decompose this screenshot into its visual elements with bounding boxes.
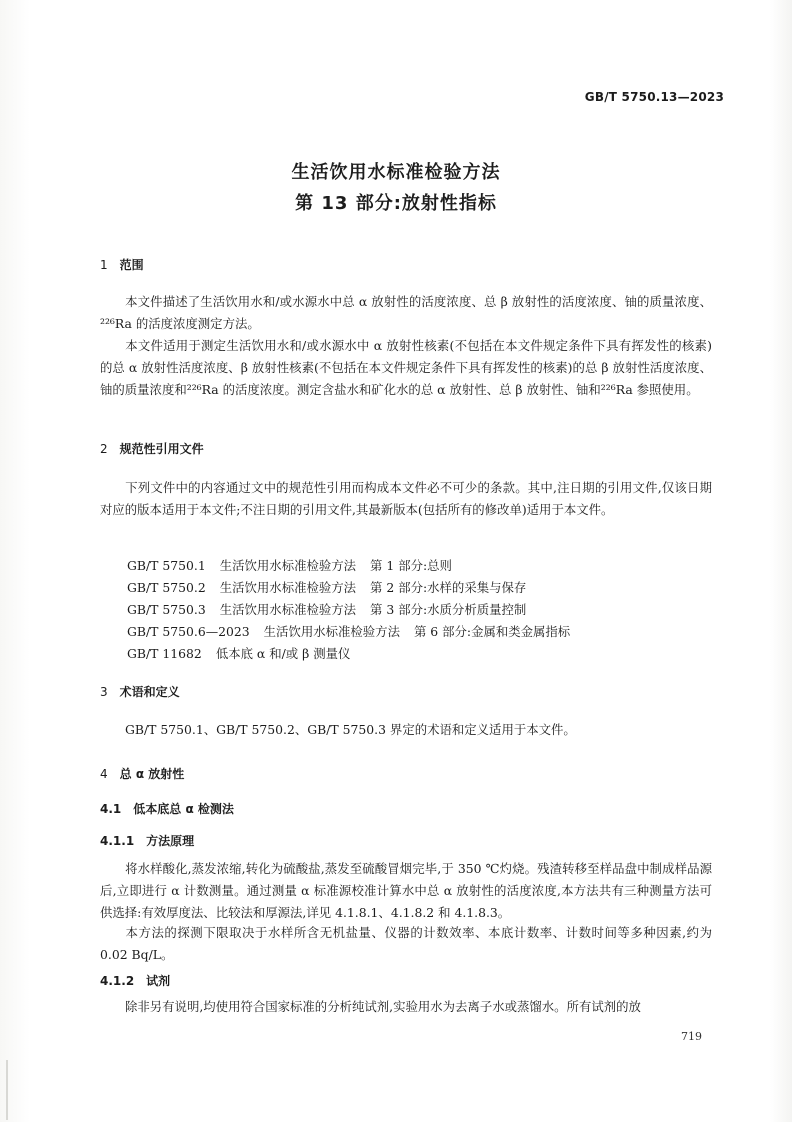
document-title: 生活饮用水标准检验方法: [291, 162, 501, 183]
reference-part: 第 6 部分:金属和类金属指标: [413, 624, 571, 639]
reference-code: GB/T 5750.3: [127, 602, 206, 617]
paragraph-text: 将水样酸化,蒸发浓缩,转化为硫酸盐,蒸发至硫酸冒烟完毕,于 350 ℃灼烧。残渣转移至样品盘中制成样品源后,立即进行 α 计数测量。通过测量 α 标准源校准计算水中总 α 放射性的活度浓度,本方法共有三种测量方法可供选择:有效厚度法、比较法和厚源法,详见 4.1.8.1、4.1.8.2 和 4.1.8.3。: [100, 861, 712, 920]
section-4-1-heading: [100, 800, 234, 817]
section-title: 低本底总 α 检测法: [133, 802, 234, 816]
reference-code: GB/T 5750.2: [127, 580, 206, 595]
reference-part: 第 1 部分:总则: [370, 558, 452, 573]
section-4-1-1-paragraph-1: [100, 858, 712, 924]
document-subtitle: 第 13 部分:放射性指标: [295, 193, 497, 214]
reference-code: GB/T 5750.6—2023: [127, 624, 250, 639]
reference-item: [127, 556, 466, 576]
section-title: 范围: [119, 258, 144, 272]
section-number: 3: [100, 685, 108, 699]
reference-code: GB/T 5750.1: [127, 558, 206, 573]
reference-title: 生活饮用水标准检验方法: [219, 602, 357, 617]
section-title: 试剂: [146, 974, 171, 988]
section-4-1-1-heading: [100, 832, 194, 849]
section-title: 术语和定义: [119, 685, 180, 699]
reference-part: 第 3 部分:水质分析质量控制: [370, 602, 527, 617]
paragraph-text: 本文件描述了生活饮用水和/或水源水中总 α 放射性的活度浓度、总 β 放射性的活度浓度、铀的质量浓度、²²⁶Ra 的活度浓度测定方法。: [100, 294, 712, 331]
section-2-paragraph-1: [100, 477, 712, 521]
reference-title: 生活饮用水标准检验方法: [219, 580, 357, 595]
reference-part: 第 2 部分:水样的采集与保存: [370, 580, 527, 595]
reference-item: [127, 578, 540, 598]
section-2-heading: [100, 440, 204, 457]
section-4-1-2-paragraph-1: [100, 996, 712, 1018]
paragraph-text: GB/T 5750.1、GB/T 5750.2、GB/T 5750.3 界定的术语和定义适用于本文件。: [125, 722, 576, 737]
section-title: 方法原理: [146, 834, 195, 848]
section-number: 2: [100, 442, 108, 456]
section-number: 4.1.2: [100, 974, 135, 988]
section-number: 1: [100, 258, 108, 272]
reference-title: 生活饮用水标准检验方法: [219, 558, 357, 573]
standard-code: GB/T 5750.13—2023: [584, 90, 724, 104]
section-3-heading: [100, 683, 180, 700]
paragraph-text: 下列文件中的内容通过文中的规范性引用而构成本文件必不可少的条款。其中,注日期的引用文件,仅该日期对应的版本适用于本文件;不注日期的引用文件,其最新版本(包括所有的修改单)适用于本文件。: [100, 480, 712, 517]
section-number: 4.1: [100, 802, 122, 816]
reference-item: [127, 622, 584, 642]
section-number: 4: [100, 767, 108, 781]
reference-title: 低本底 α 和/或 β 测量仪: [215, 646, 351, 661]
section-4-heading: [100, 765, 184, 782]
reference-code: GB/T 11682: [127, 646, 202, 661]
section-title: 规范性引用文件: [119, 442, 204, 456]
section-1-paragraph-1: [100, 291, 712, 335]
section-title: 总 α 放射性: [119, 767, 185, 781]
section-4-1-1-paragraph-2: [100, 922, 712, 966]
section-number: 4.1.1: [100, 834, 135, 848]
section-1-heading: [100, 256, 144, 273]
reference-item: [127, 644, 364, 664]
reference-title: 生活饮用水标准检验方法: [263, 624, 400, 639]
page-binding-edge: [6, 1060, 8, 1120]
paragraph-text: 本方法的探测下限取决于水样所含无机盐量、仪器的计数效率、本底计数率、计数时间等多种因素,约为 0.02 Bq/L。: [100, 925, 712, 962]
paragraph-text: 除非另有说明,均使用符合国家标准的分析纯试剂,实验用水为去离子水或蒸馏水。所有试剂的放: [125, 999, 641, 1014]
page-number: 719: [681, 1030, 702, 1043]
reference-item: [127, 600, 540, 620]
section-1-paragraph-2: [100, 335, 712, 401]
paragraph-text: 本文件适用于测定生活饮用水和/或水源水中 α 放射性核素(不包括在本文件规定条件下具有挥发性的核素)的总 α 放射性活度浓度、β 放射性核素(不包括在本文件规定条件下具有挥发性的核素)的总 β 放射性活度浓度、铀的质量浓度和²²⁶Ra 的活度浓度。测定含盐水和矿化水的总 α 放射性、总 β 放射性、铀和²²⁶Ra 参照使用。: [100, 338, 712, 397]
section-3-paragraph-1: [100, 719, 712, 741]
section-4-1-2-heading: [100, 972, 170, 989]
